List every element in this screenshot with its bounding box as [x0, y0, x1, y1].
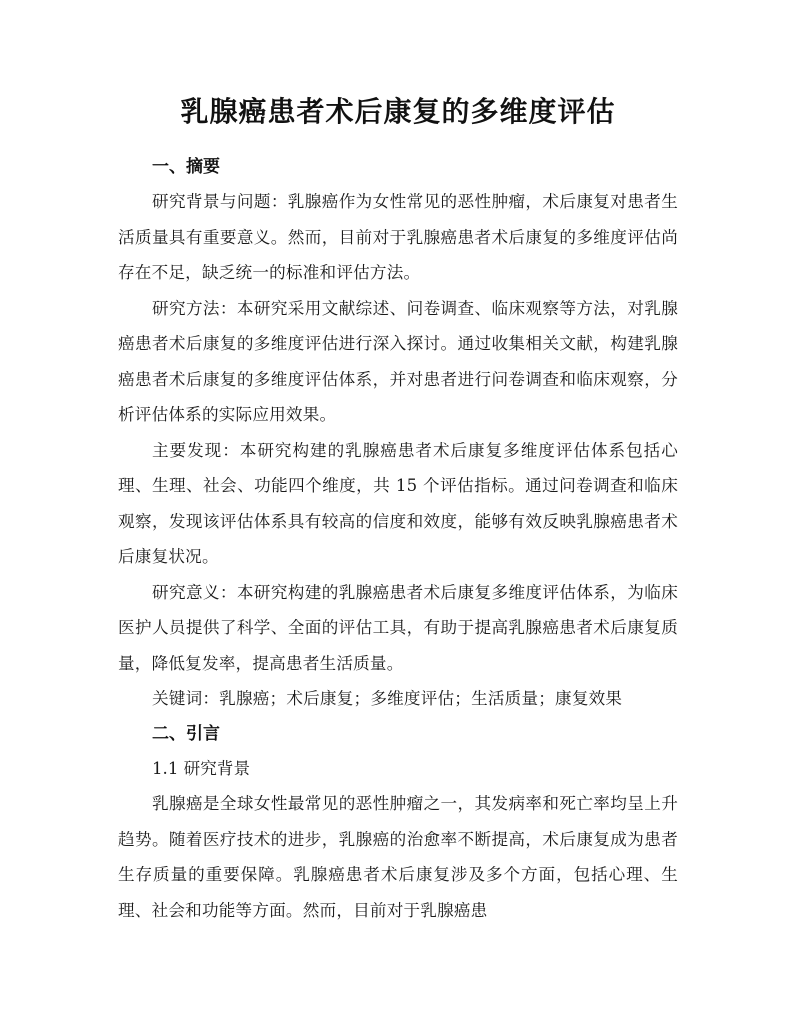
abstract-background-paragraph: 研究背景与问题：乳腺癌作为女性常见的恶性肿瘤，术后康复对患者生活质量具有重要意义。然而，目前对于乳腺癌患者术后康复的多维度评估尚存在不足，缺乏统一的标准和评估方法。 — [118, 192, 678, 282]
section-abstract — [118, 150, 678, 717]
abstract-methods-paragraph: 研究方法：本研究采用文献综述、问卷调查、临床观察等方法，对乳腺癌患者术后康复的多维度评估进行深入探讨。通过收集相关文献，构建乳腺癌患者术后康复的多维度评估体系，并对患者进行问卷调查和临床观察，分析评估体系的实际应用效果。 — [118, 298, 678, 424]
subsection-heading-background: 1.1 研究背景 — [152, 758, 251, 778]
document-page — [118, 92, 678, 928]
section-heading-abstract: 一、摘要 — [152, 157, 220, 177]
abstract-findings-paragraph: 主要发现：本研究构建的乳腺癌患者术后康复多维度评估体系包括心理、生理、社会、功能四个维度，共 15 个评估指标。通过问卷调查和临床观察，发现该评估体系具有较高的信度和效度，能够有效反映乳腺癌患者术后康复状况。 — [118, 440, 678, 566]
section-introduction — [118, 717, 678, 929]
document-title: 乳腺癌患者术后康复的多维度评估 — [180, 95, 616, 128]
introduction-paragraph: 乳腺癌是全球女性最常见的恶性肿瘤之一，其发病率和死亡率均呈上升趋势。随着医疗技术的进步，乳腺癌的治愈率不断提高，术后康复成为患者生存质量的重要保障。乳腺癌患者术后康复涉及多个方面，包括心理、生理、社会和功能等方面。然而，目前对于乳腺癌患 — [118, 794, 678, 920]
section-heading-introduction: 二、引言 — [152, 723, 220, 744]
abstract-significance-paragraph: 研究意义：本研究构建的乳腺癌患者术后康复多维度评估体系，为临床医护人员提供了科学、全面的评估工具，有助于提高乳腺癌患者术后康复质量，降低复发率，提高患者生活质量。 — [118, 582, 678, 673]
keywords-paragraph: 关键词：乳腺癌；术后康复；多维度评估；生活质量；康复效果 — [152, 689, 623, 708]
